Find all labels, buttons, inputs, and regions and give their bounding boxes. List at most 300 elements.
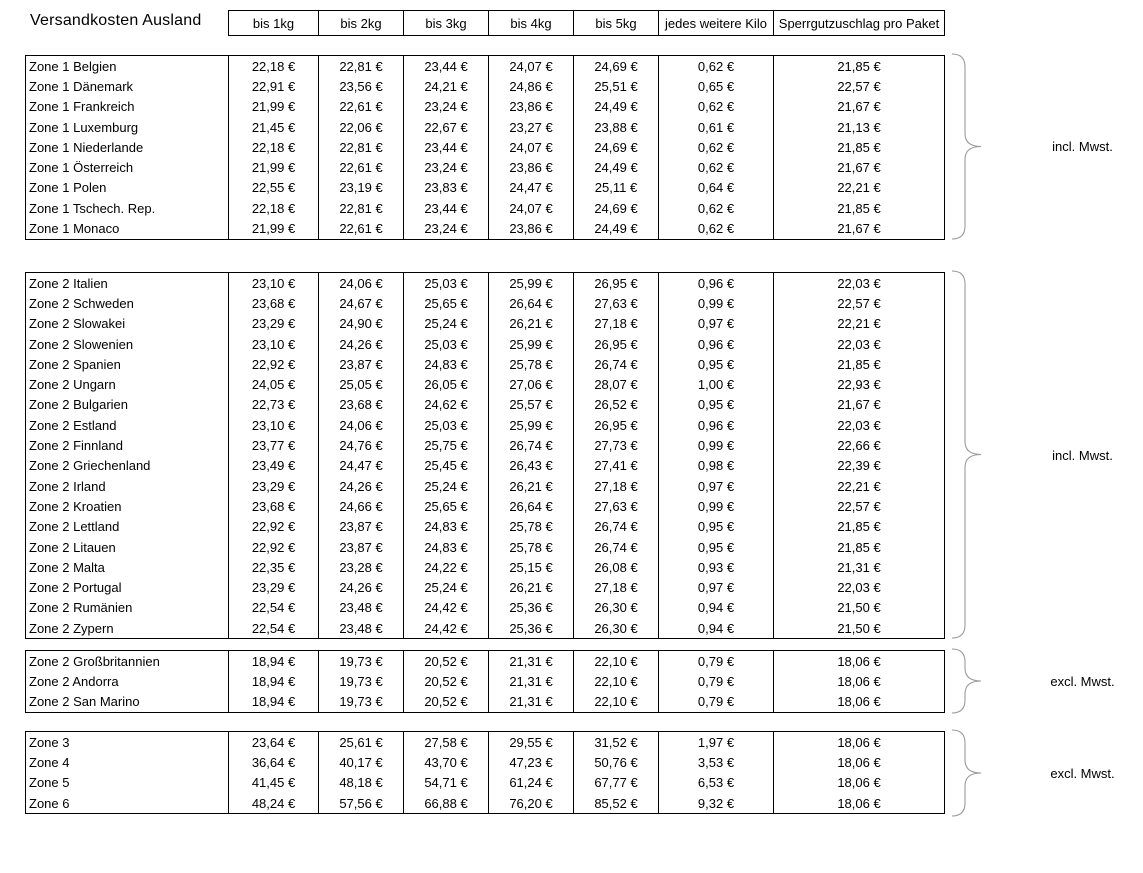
price-cell: 23,44 € (403, 198, 488, 218)
table-row (26, 178, 944, 198)
price-cell: 24,26 € (318, 577, 403, 597)
price-cell: 23,68 € (228, 496, 318, 516)
row-label: Zone 2 Lettland (29, 519, 120, 535)
row-label: Zone 4 (29, 754, 70, 770)
price-cell: 54,71 € (403, 773, 488, 793)
column-header: Sperrgutzuschlag pro Paket (773, 11, 944, 35)
price-cell: 23,10 € (228, 273, 318, 293)
price-cell: 20,52 € (403, 651, 488, 671)
price-cell: 19,73 € (318, 692, 403, 712)
table-row (26, 435, 944, 455)
price-cell: 0,95 € (658, 354, 773, 374)
row-label: Zone 2 Malta (29, 559, 105, 575)
price-cell: 25,03 € (403, 334, 488, 354)
price-cell: 23,68 € (318, 395, 403, 415)
price-cell: 26,95 € (573, 273, 658, 293)
price-cell: 24,83 € (403, 517, 488, 537)
price-cell: 28,07 € (573, 374, 658, 394)
price-cell: 23,24 € (403, 157, 488, 177)
price-cell: 18,06 € (773, 671, 944, 691)
row-label: Zone 1 Tschech. Rep. (29, 200, 156, 216)
price-cell: 25,05 € (318, 374, 403, 394)
price-cell: 0,62 € (658, 198, 773, 218)
price-cell: 22,06 € (318, 117, 403, 137)
price-cell: 23,56 € (318, 76, 403, 96)
zone2-excl-table (25, 650, 945, 713)
price-cell: 21,31 € (488, 651, 573, 671)
price-cell: 67,77 € (573, 773, 658, 793)
price-cell: 26,64 € (488, 496, 573, 516)
price-cell: 26,21 € (488, 577, 573, 597)
price-cell: 26,74 € (488, 435, 573, 455)
price-cell: 22,61 € (318, 157, 403, 177)
price-cell: 21,31 € (488, 671, 573, 691)
table-row (26, 137, 944, 157)
row-label: Zone 2 Bulgarien (29, 397, 129, 413)
price-cell: 23,86 € (488, 97, 573, 117)
row-label: Zone 2 Großbritannien (29, 653, 160, 669)
price-cell: 27,63 € (573, 496, 658, 516)
price-cell: 21,50 € (773, 598, 944, 618)
price-cell: 0,62 € (658, 97, 773, 117)
column-header: bis 4kg (488, 11, 573, 35)
price-cell: 25,99 € (488, 273, 573, 293)
row-label: Zone 1 Frankreich (29, 99, 135, 115)
price-cell: 23,10 € (228, 334, 318, 354)
price-cell: 22,39 € (773, 456, 944, 476)
table-row (26, 117, 944, 137)
price-cell: 25,65 € (403, 496, 488, 516)
price-cell: 22,03 € (773, 577, 944, 597)
table-row (26, 517, 944, 537)
price-cell: 0,99 € (658, 496, 773, 516)
price-cell: 26,30 € (573, 598, 658, 618)
price-cell: 27,18 € (573, 476, 658, 496)
table-row (26, 76, 944, 96)
price-cell: 22,10 € (573, 651, 658, 671)
price-cell: 21,99 € (228, 218, 318, 238)
price-cell: 27,63 € (573, 293, 658, 313)
price-cell: 40,17 € (318, 752, 403, 772)
table-row (26, 577, 944, 597)
price-cell: 25,45 € (403, 456, 488, 476)
price-cell: 0,96 € (658, 415, 773, 435)
price-cell: 22,54 € (228, 618, 318, 638)
price-cell: 24,62 € (403, 395, 488, 415)
row-label: Zone 1 Niederlande (29, 139, 144, 155)
table-row (26, 374, 944, 394)
table-row (26, 415, 944, 435)
price-cell: 23,29 € (228, 476, 318, 496)
price-cell: 0,79 € (658, 651, 773, 671)
price-cell: 25,24 € (403, 476, 488, 496)
price-cell: 22,66 € (773, 435, 944, 455)
price-cell: 24,07 € (488, 56, 573, 76)
price-cell: 27,06 € (488, 374, 573, 394)
zone1-table (25, 55, 945, 240)
price-cell: 0,79 € (658, 692, 773, 712)
price-cell: 27,73 € (573, 435, 658, 455)
price-cell: 0,64 € (658, 178, 773, 198)
row-label: Zone 1 Monaco (29, 221, 120, 237)
price-cell: 23,44 € (403, 137, 488, 157)
price-cell: 26,95 € (573, 415, 658, 435)
price-cell: 21,85 € (773, 354, 944, 374)
price-cell: 48,18 € (318, 773, 403, 793)
price-cell: 23,29 € (228, 314, 318, 334)
price-cell: 21,85 € (773, 517, 944, 537)
price-cell: 22,91 € (228, 76, 318, 96)
price-cell: 21,99 € (228, 97, 318, 117)
price-cell: 0,99 € (658, 435, 773, 455)
tax-note-group3: excl. Mwst. (1050, 673, 1115, 689)
zone2-table (25, 272, 945, 639)
row-label: Zone 2 Irland (29, 478, 106, 494)
price-cell: 26,95 € (573, 334, 658, 354)
price-cell: 25,36 € (488, 618, 573, 638)
price-cell: 24,86 € (488, 76, 573, 96)
price-cell: 24,06 € (318, 415, 403, 435)
price-cell: 22,57 € (773, 293, 944, 313)
price-cell: 24,47 € (318, 456, 403, 476)
price-cell: 23,19 € (318, 178, 403, 198)
price-cell: 22,81 € (318, 198, 403, 218)
price-cell: 22,57 € (773, 496, 944, 516)
price-cell: 25,03 € (403, 415, 488, 435)
price-cell: 27,41 € (573, 456, 658, 476)
price-cell: 18,06 € (773, 752, 944, 772)
price-cell: 25,99 € (488, 415, 573, 435)
price-cell: 25,75 € (403, 435, 488, 455)
price-cell: 22,18 € (228, 137, 318, 157)
price-cell: 24,76 € (318, 435, 403, 455)
row-label: Zone 1 Österreich (29, 160, 134, 176)
price-cell: 22,21 € (773, 314, 944, 334)
row-label: Zone 2 Schweden (29, 295, 134, 311)
price-cell: 0,95 € (658, 537, 773, 557)
price-cell: 23,83 € (403, 178, 488, 198)
tax-note-group2: incl. Mwst. (1052, 447, 1113, 463)
table-row (26, 56, 944, 76)
price-cell: 23,64 € (228, 732, 318, 752)
price-cell: 26,74 € (573, 517, 658, 537)
price-cell: 21,85 € (773, 537, 944, 557)
price-cell: 20,52 € (403, 692, 488, 712)
table-row (26, 793, 944, 813)
price-cell: 0,97 € (658, 577, 773, 597)
price-cell: 24,05 € (228, 374, 318, 394)
price-cell: 22,61 € (318, 97, 403, 117)
price-cell: 22,54 € (228, 598, 318, 618)
price-cell: 23,27 € (488, 117, 573, 137)
row-label: Zone 2 Zypern (29, 620, 114, 636)
row-label: Zone 1 Luxemburg (29, 119, 139, 135)
price-cell: 21,99 € (228, 157, 318, 177)
price-cell: 24,83 € (403, 354, 488, 374)
price-cell: 22,18 € (228, 198, 318, 218)
column-header-row (228, 10, 945, 36)
price-cell: 21,67 € (773, 157, 944, 177)
price-cell: 31,52 € (573, 732, 658, 752)
column-header: bis 5kg (573, 11, 658, 35)
page-title: Versandkosten Ausland (30, 12, 202, 29)
price-cell: 24,49 € (573, 218, 658, 238)
price-cell: 22,92 € (228, 537, 318, 557)
row-label: Zone 2 Ungarn (29, 377, 116, 393)
price-cell: 43,70 € (403, 752, 488, 772)
price-cell: 23,86 € (488, 157, 573, 177)
table-row (26, 752, 944, 772)
curly-brace-group2 (951, 270, 987, 639)
price-cell: 25,11 € (573, 178, 658, 198)
row-label: Zone 2 Slowenien (29, 336, 134, 352)
table-row (26, 692, 944, 712)
price-cell: 25,78 € (488, 537, 573, 557)
price-cell: 25,03 € (403, 273, 488, 293)
price-cell: 0,97 € (658, 476, 773, 496)
row-label: Zone 5 (29, 775, 70, 791)
price-cell: 25,24 € (403, 314, 488, 334)
row-label: Zone 2 Portugal (29, 580, 122, 596)
price-cell: 22,92 € (228, 354, 318, 374)
table-row (26, 334, 944, 354)
price-cell: 18,94 € (228, 671, 318, 691)
price-cell: 24,67 € (318, 293, 403, 313)
table-row (26, 557, 944, 577)
price-cell: 20,52 € (403, 671, 488, 691)
price-cell: 0,98 € (658, 456, 773, 476)
price-cell: 26,21 € (488, 314, 573, 334)
price-cell: 24,69 € (573, 198, 658, 218)
table-row (26, 273, 944, 293)
price-cell: 66,88 € (403, 793, 488, 813)
table-row (26, 354, 944, 374)
price-cell: 0,99 € (658, 293, 773, 313)
price-cell: 22,35 € (228, 557, 318, 577)
price-cell: 50,76 € (573, 752, 658, 772)
row-label: Zone 2 Spanien (29, 356, 121, 372)
price-cell: 26,52 € (573, 395, 658, 415)
table-row (26, 314, 944, 334)
price-cell: 0,65 € (658, 76, 773, 96)
price-cell: 25,15 € (488, 557, 573, 577)
price-cell: 27,58 € (403, 732, 488, 752)
price-cell: 18,06 € (773, 651, 944, 671)
price-cell: 24,21 € (403, 76, 488, 96)
price-cell: 24,07 € (488, 137, 573, 157)
price-cell: 18,94 € (228, 651, 318, 671)
table-row (26, 476, 944, 496)
price-cell: 23,87 € (318, 354, 403, 374)
price-cell: 1,97 € (658, 732, 773, 752)
zone3-6-table (25, 731, 945, 814)
price-cell: 0,62 € (658, 137, 773, 157)
price-cell: 48,24 € (228, 793, 318, 813)
price-cell: 0,62 € (658, 157, 773, 177)
price-cell: 24,90 € (318, 314, 403, 334)
price-cell: 19,73 € (318, 671, 403, 691)
curly-brace-group1 (951, 53, 987, 240)
price-cell: 26,64 € (488, 293, 573, 313)
price-cell: 85,52 € (573, 793, 658, 813)
price-cell: 22,81 € (318, 137, 403, 157)
price-cell: 0,94 € (658, 618, 773, 638)
price-cell: 24,47 € (488, 178, 573, 198)
price-cell: 22,21 € (773, 178, 944, 198)
price-cell: 25,36 € (488, 598, 573, 618)
price-cell: 24,06 € (318, 273, 403, 293)
price-cell: 22,10 € (573, 692, 658, 712)
price-cell: 24,49 € (573, 97, 658, 117)
price-cell: 21,67 € (773, 218, 944, 238)
table-row (26, 732, 944, 752)
price-cell: 23,48 € (318, 618, 403, 638)
price-cell: 25,78 € (488, 517, 573, 537)
price-cell: 25,51 € (573, 76, 658, 96)
price-cell: 21,50 € (773, 618, 944, 638)
row-label: Zone 2 San Marino (29, 694, 140, 710)
price-cell: 0,62 € (658, 218, 773, 238)
price-cell: 18,06 € (773, 732, 944, 752)
price-cell: 23,49 € (228, 456, 318, 476)
price-cell: 0,61 € (658, 117, 773, 137)
price-cell: 23,48 € (318, 598, 403, 618)
price-cell: 26,21 € (488, 476, 573, 496)
price-cell: 18,94 € (228, 692, 318, 712)
price-cell: 27,18 € (573, 314, 658, 334)
table-row (26, 773, 944, 793)
price-cell: 24,83 € (403, 537, 488, 557)
price-cell: 0,62 € (658, 56, 773, 76)
row-label: Zone 1 Dänemark (29, 78, 134, 94)
price-cell: 6,53 € (658, 773, 773, 793)
price-cell: 22,55 € (228, 178, 318, 198)
price-cell: 0,95 € (658, 395, 773, 415)
price-cell: 25,24 € (403, 577, 488, 597)
row-label: Zone 2 Estland (29, 417, 117, 433)
price-cell: 21,31 € (488, 692, 573, 712)
price-cell: 24,26 € (318, 334, 403, 354)
curly-brace-group3 (951, 648, 987, 714)
price-cell: 0,96 € (658, 334, 773, 354)
price-cell: 0,94 € (658, 598, 773, 618)
table-row (26, 598, 944, 618)
table-row (26, 157, 944, 177)
price-cell: 22,57 € (773, 76, 944, 96)
price-cell: 1,00 € (658, 374, 773, 394)
price-cell: 23,29 € (228, 577, 318, 597)
price-cell: 24,49 € (573, 157, 658, 177)
price-cell: 24,42 € (403, 618, 488, 638)
price-cell: 61,24 € (488, 773, 573, 793)
price-cell: 41,45 € (228, 773, 318, 793)
price-cell: 21,85 € (773, 198, 944, 218)
tax-note-group4: excl. Mwst. (1050, 765, 1115, 781)
price-cell: 24,69 € (573, 137, 658, 157)
price-cell: 21,67 € (773, 395, 944, 415)
price-cell: 22,61 € (318, 218, 403, 238)
price-cell: 26,43 € (488, 456, 573, 476)
price-cell: 25,78 € (488, 354, 573, 374)
price-cell: 24,66 € (318, 496, 403, 516)
table-row (26, 198, 944, 218)
price-cell: 22,21 € (773, 476, 944, 496)
price-cell: 21,67 € (773, 97, 944, 117)
price-cell: 19,73 € (318, 651, 403, 671)
row-label: Zone 6 (29, 795, 70, 811)
price-cell: 18,06 € (773, 773, 944, 793)
price-cell: 29,55 € (488, 732, 573, 752)
table-row (26, 651, 944, 671)
price-cell: 23,68 € (228, 293, 318, 313)
price-cell: 76,20 € (488, 793, 573, 813)
price-cell: 24,22 € (403, 557, 488, 577)
price-cell: 21,13 € (773, 117, 944, 137)
table-row (26, 618, 944, 638)
column-header: bis 2kg (318, 11, 403, 35)
price-cell: 24,69 € (573, 56, 658, 76)
tax-note-group1: incl. Mwst. (1052, 139, 1113, 154)
price-cell: 26,30 € (573, 618, 658, 638)
price-cell: 21,85 € (773, 137, 944, 157)
price-cell: 3,53 € (658, 752, 773, 772)
column-header: bis 3kg (403, 11, 488, 35)
price-cell: 23,10 € (228, 415, 318, 435)
row-label: Zone 2 Griechenland (29, 458, 151, 474)
price-cell: 21,85 € (773, 56, 944, 76)
price-cell: 22,03 € (773, 334, 944, 354)
price-cell: 24,07 € (488, 198, 573, 218)
price-cell: 23,28 € (318, 557, 403, 577)
price-cell: 57,56 € (318, 793, 403, 813)
price-cell: 22,18 € (228, 56, 318, 76)
table-row (26, 293, 944, 313)
row-label: Zone 2 Rumänien (29, 600, 133, 616)
price-cell: 25,99 € (488, 334, 573, 354)
table-row (26, 218, 944, 238)
price-cell: 18,06 € (773, 793, 944, 813)
price-cell: 22,81 € (318, 56, 403, 76)
row-label: Zone 2 Slowakei (29, 316, 126, 332)
price-cell: 23,87 € (318, 537, 403, 557)
table-row (26, 496, 944, 516)
price-cell: 25,61 € (318, 732, 403, 752)
curly-brace-group4 (951, 729, 987, 817)
price-cell: 0,96 € (658, 273, 773, 293)
table-row (26, 671, 944, 691)
row-label: Zone 2 Kroatien (29, 498, 122, 514)
row-label: Zone 1 Belgien (29, 58, 117, 74)
price-cell: 22,03 € (773, 273, 944, 293)
price-cell: 22,10 € (573, 671, 658, 691)
table-row (26, 97, 944, 117)
price-cell: 36,64 € (228, 752, 318, 772)
row-label: Zone 1 Polen (29, 180, 107, 196)
price-cell: 24,42 € (403, 598, 488, 618)
price-cell: 22,03 € (773, 415, 944, 435)
price-cell: 21,45 € (228, 117, 318, 137)
price-cell: 23,24 € (403, 218, 488, 238)
table-row (26, 395, 944, 415)
price-cell: 23,87 € (318, 517, 403, 537)
price-cell: 24,26 € (318, 476, 403, 496)
price-cell: 47,23 € (488, 752, 573, 772)
price-cell: 27,18 € (573, 577, 658, 597)
price-cell: 26,08 € (573, 557, 658, 577)
table-row (26, 456, 944, 476)
price-cell: 26,05 € (403, 374, 488, 394)
price-cell: 26,74 € (573, 537, 658, 557)
